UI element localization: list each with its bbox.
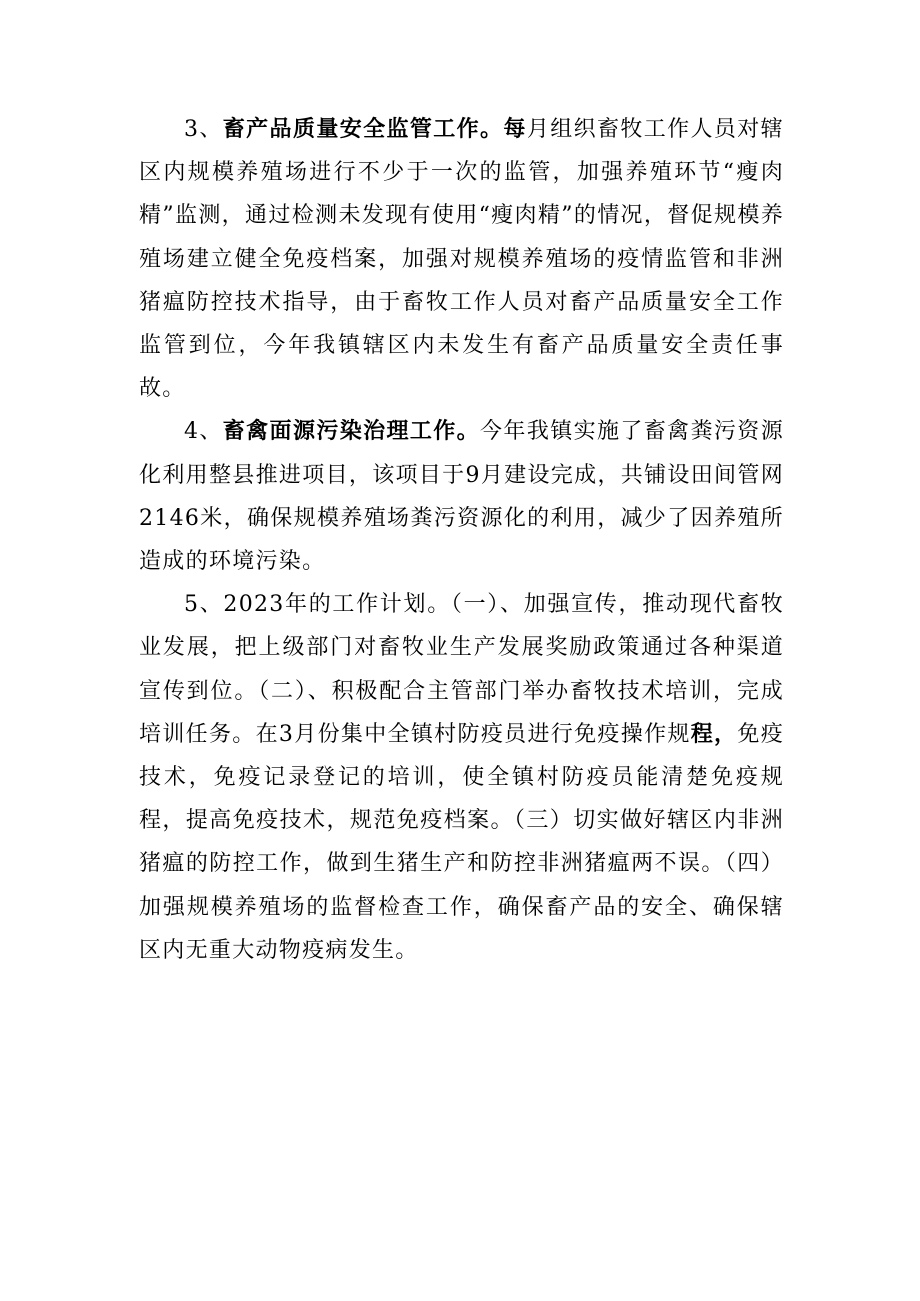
paragraph-text: 今年我镇实施了畜禽粪污资源化利用整县推进项目，该项目于9月建设完成，共铺设田间管网2146米，确保规模养殖场粪污资源化的利用，减少了因养殖所造成的环境污染。 [139, 419, 784, 575]
paragraph-3 [139, 108, 784, 410]
paragraph-lead: 每 [503, 116, 527, 142]
paragraph-number: 4、 [184, 419, 223, 445]
paragraph-4 [139, 410, 784, 583]
paragraph-5 [139, 583, 784, 972]
paragraph-heading: 畜禽面源污染治理工作。 [222, 418, 481, 445]
paragraph-emphasis: 程， [690, 720, 738, 747]
paragraph-heading: 畜产品质量安全监管工作。 [222, 116, 504, 142]
paragraph-text: 月组织畜牧工作人员对辖区内规模养殖场进行不少于一次的监管，加强养殖环节“瘦肉精”监测，通过检测未发现有使用“瘦肉精”的情况，督促规模养殖场建立健全免疫档案，加强对规模养殖场的疫情监管和非洲猪瘟防控技术指导，由于畜牧工作人员对畜产品质量安全工作监管到位，今年我镇辖区内未发生有畜产品质量安全责任事故。 [139, 117, 784, 402]
paragraph-text: 免疫技术，免疫记录登记的培训，使全镇村防疫员能清楚免疫规程，提高免疫技术，规范免疫档案。（三）切实做好辖区内非洲猪瘟的防控工作，做到生猪生产和防控非洲猪瘟两不误。（四）加强规模养殖场的监督检查工作，确保畜产品的安全、确保辖区内无重大动物疫病发生。 [139, 721, 784, 963]
paragraph-text: 2023年的工作计划。（一）、加强宣传，推动现代畜牧业发展，把上级部门对畜牧业生产发展奖励政策通过各种渠道宣传到位。（二）、积极配合主管部门举办畜牧技术培训，完成培训任务。在3月份集中全镇村防疫员进行免疫操作规 [139, 592, 784, 747]
paragraph-number: 5、 [184, 592, 224, 618]
paragraph-number: 3、 [184, 117, 223, 142]
document-body [139, 108, 784, 972]
